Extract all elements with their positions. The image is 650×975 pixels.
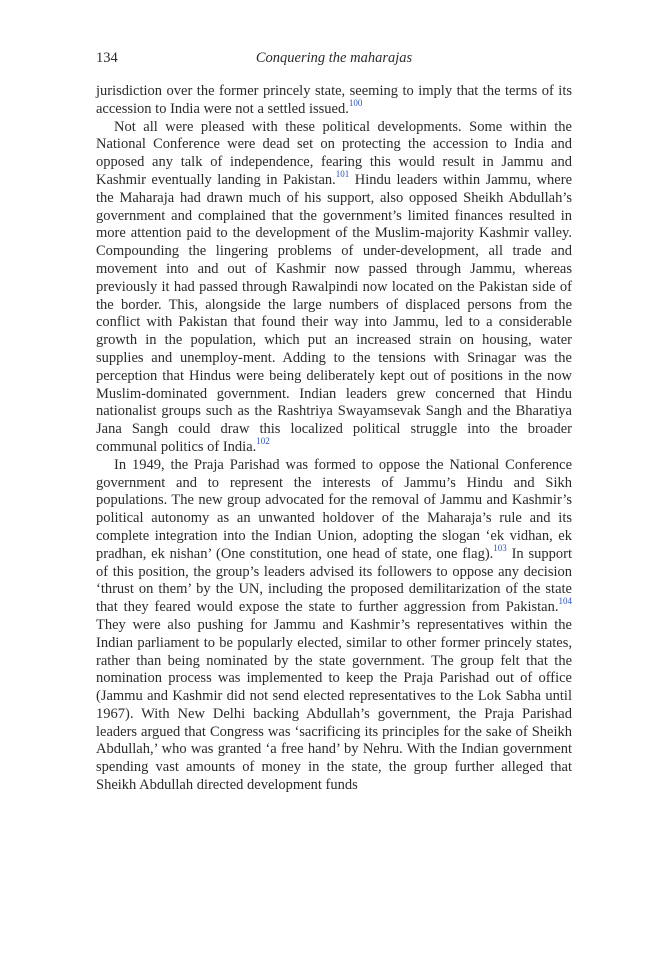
paragraph <box>96 457 572 795</box>
footnote-reference[interactable]: 104 <box>558 596 572 607</box>
page-header <box>96 50 572 70</box>
footnote-reference[interactable]: 103 <box>493 542 507 553</box>
paragraph-text: They were also pushing for Jammu and Kashmir’s representatives within the Indian parliament to be popularly elected, similar to other former princely states, rather than being nominated by the state government. The group felt that the nomination process was implemented to keep the Praja Parishad out of office (Jammu and Kashmir did not send elected representatives to the Lok Sabha until 1967). With New Delhi backing Abdullah’s government, the Praja Parishad leaders argued that Congress was ‘sacrificing its principles for the sake of Sheikh Abdullah,’ who was granted ‘a free hand’ by Nehru. With the Indian government spending vast amounts of money in the state, the group further alleged that Sheikh Abdullah directed development funds <box>96 616 572 794</box>
footnote-reference[interactable]: 100 <box>348 97 363 108</box>
paragraph-text: Not all were pleased with these political developments. Some within the National Conference were dead set on protecting the accession to India and opposed any talk of independence, fearing this would result in Jammu and Kashmir eventually landing in Pakistan. <box>96 118 572 188</box>
paragraph <box>96 83 572 119</box>
page-number: 134 <box>96 50 118 66</box>
body-text <box>96 83 572 795</box>
paragraph-text: Hindu leaders within Jammu, where the Maharaja had drawn much of his support, also opposed Sheikh Abdullah’s government and complained that the government’s limited finances resulted in more attention paid to the development of the Muslim-majority Kashmir valley. Compounding the lingering problems of under-development, all trade and movement into and out of Kashmir now passed through Jammu, whereas previously it had passed through Rawalpindi now located on the Pakistan side of the border. This, alongside the large numbers of displaced persons from the conflict with Pakistan that found their way into Jammu, led to a considerable growth in the population, which put an increased strain on housing, water supplies and unemploy-ment. Adding to the tensions with Srinagar was the perception that Hindus were being deliberately kept out of positions in the now Muslim-dominated government. Indian leaders grew concerned that Hindu nationalist groups such as the Rashtriya Swayamsevak Sangh and the Bharatiya Jana Sangh could draw this localized political struggle into the broader communal politics of India. <box>96 171 572 455</box>
footnote-reference[interactable]: 102 <box>256 436 270 447</box>
paragraph <box>96 119 572 457</box>
paragraph-text: jurisdiction over the former princely state, seeming to imply that the terms of its accession to India were not a settled issued. <box>96 83 572 117</box>
paragraph-text: In 1949, the Praja Parishad was formed to oppose the National Conference government and to represent the interests of Jammu’s Hindu and Sikh populations. The new group advocated for the removal of Jammu and Kashmir’s political autonomy as an unwanted holdover of the Maharaja’s rule and its complete integration into the Indian Union, adopting the slogan ‘ek vidhan, ek pradhan, ek nishan’ (One constitution, one head of state, one flag). <box>96 456 572 562</box>
footnote-reference[interactable]: 101 <box>335 169 350 180</box>
running-head: Conquering the maharajas <box>255 50 413 66</box>
paragraph-text: In support of this position, the group’s leaders advised its followers to oppose any decision ‘thrust on them’ by the UN, including the proposed demilitarization of the state that they feared would expose the state to further aggression from Pakistan. <box>96 545 572 616</box>
